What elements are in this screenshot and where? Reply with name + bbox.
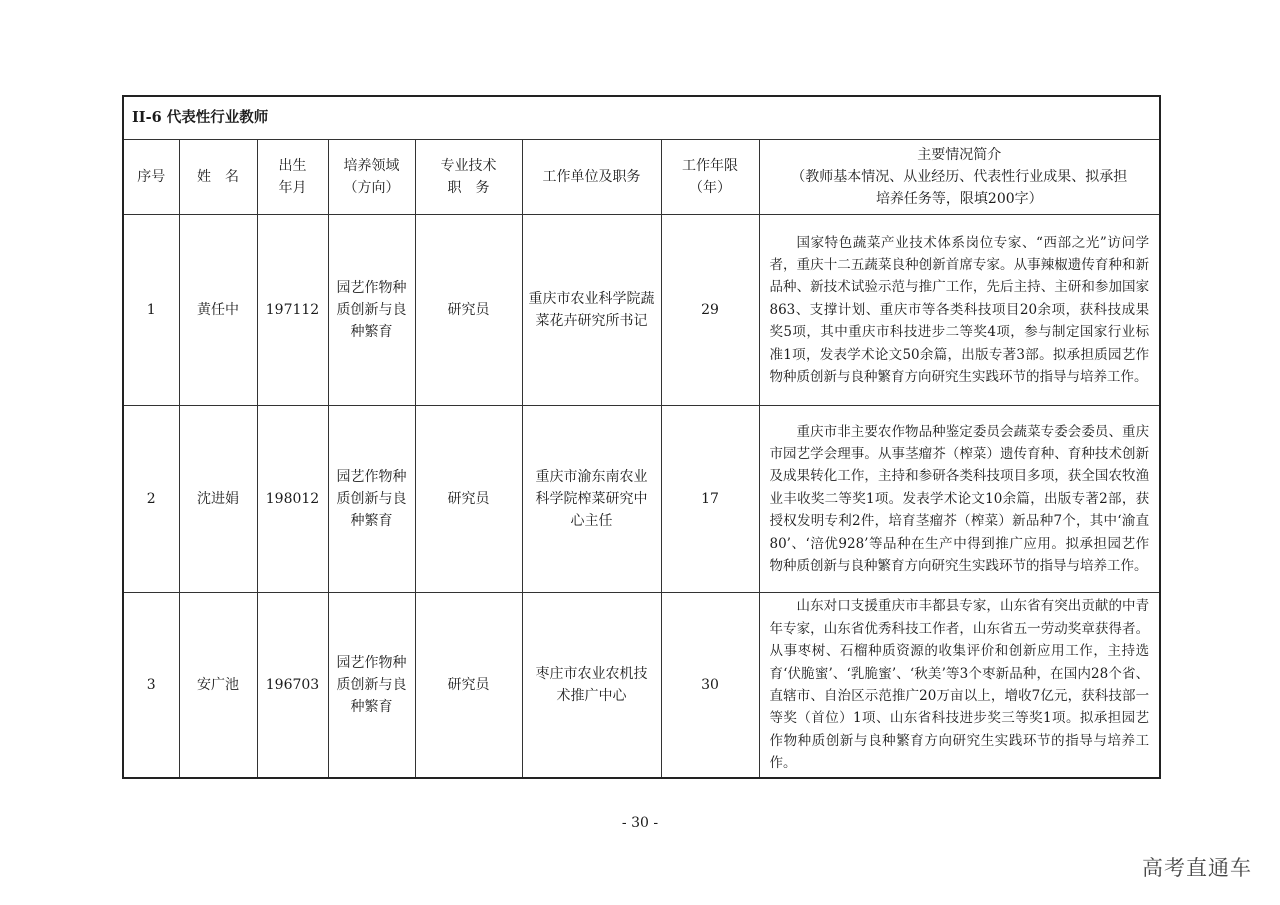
row-no: 3	[123, 593, 179, 779]
row-no: 2	[123, 406, 179, 593]
table-row	[123, 593, 1160, 779]
header-field: 培养领域 （方向）	[328, 140, 415, 215]
header-unit: 工作单位及职务	[522, 140, 661, 215]
row-name: 沈进娟	[179, 406, 257, 593]
row-summary: 山东对口支援重庆市丰都县专家，山东省有突出贡献的中青年专家，山东省优秀科技工作者，山东省五一劳动奖章获得者。从事枣树、石榴种质资源的收集评价和创新应用工作，主持选育‘伏脆蜜’、‘乳脆蜜’、‘秋美’等3个枣新品种，在国内28个省、直辖市、自治区示范推广20万亩以上，增收7亿元，获科技部一等奖（首位）1项、山东省科技进步奖三等奖1项。拟承担园艺作物种质创新与良种繁育方向研究生实践环节的指导与培养工作。	[759, 593, 1160, 779]
row-field: 园艺作物种 质创新与良 种繁育	[328, 215, 415, 406]
row-field: 园艺作物种 质创新与良 种繁育	[328, 593, 415, 779]
table-title: II-6 代表性行业教师	[123, 96, 1160, 140]
row-birth: 197112	[257, 215, 328, 406]
row-unit: 重庆市渝东南农业 科学院榨菜研究中 心主任	[522, 406, 661, 593]
row-name: 安广池	[179, 593, 257, 779]
row-name: 黄任中	[179, 215, 257, 406]
representative-teachers-table	[122, 95, 1161, 779]
row-summary: 国家特色蔬菜产业技术体系岗位专家、“西部之光”访问学者，重庆十二五蔬菜良种创新首席专家。从事辣椒遗传育种和新品种、新技术试验示范与推广工作，先后主持、主研和参加国家863、支撑计划、重庆市等各类科技项目20余项，获科技成果奖5项，其中重庆市科技进步二等奖4项，参与制定国家行业标准1项，发表学术论文50余篇，出版专著3部。拟承担质园艺作物种质创新与良种繁育方向研究生实践环节的指导与培养工作。	[759, 215, 1160, 406]
row-unit: 重庆市农业科学院蔬 菜花卉研究所书记	[522, 215, 661, 406]
row-unit: 枣庄市农业农机技 术推广中心	[522, 593, 661, 779]
row-title: 研究员	[415, 406, 522, 593]
row-years: 17	[661, 406, 759, 593]
row-birth: 196703	[257, 593, 328, 779]
row-title: 研究员	[415, 215, 522, 406]
row-title: 研究员	[415, 593, 522, 779]
row-summary: 重庆市非主要农作物品种鉴定委员会蔬菜专委会委员、重庆市园艺学会理事。从事茎瘤芥（榨菜）遗传育种、育种技术创新及成果转化工作，主持和参研各类科技项目多项，获全国农牧渔业丰收奖二等奖1项。发表学术论文10余篇，出版专著2部，获授权发明专利2件，培育茎瘤芥（榨菜）新品种7个，其中‘渝直80’、‘涪优928’等品种在生产中得到推广应用。拟承担园艺作物种质创新与良种繁育方向研究生实践环节的指导与培养工作。	[759, 406, 1160, 593]
page-number: - 30 -	[621, 815, 659, 831]
header-name: 姓 名	[179, 140, 257, 215]
table-row	[123, 406, 1160, 593]
header-title: 专业技术 职 务	[415, 140, 522, 215]
row-years: 29	[661, 215, 759, 406]
row-years: 30	[661, 593, 759, 779]
row-field: 园艺作物种 质创新与良 种繁育	[328, 406, 415, 593]
row-birth: 198012	[257, 406, 328, 593]
header-no: 序号	[123, 140, 179, 215]
header-years: 工作年限 （年）	[661, 140, 759, 215]
watermark: 高考直通车	[1142, 856, 1252, 880]
header-summary: 主要情况简介 （教师基本情况、从业经历、代表性行业成果、拟承担 培养任务等，限填200字）	[759, 140, 1160, 215]
table-row	[123, 215, 1160, 406]
header-row	[123, 140, 1160, 215]
header-birth: 出生 年月	[257, 140, 328, 215]
row-no: 1	[123, 215, 179, 406]
